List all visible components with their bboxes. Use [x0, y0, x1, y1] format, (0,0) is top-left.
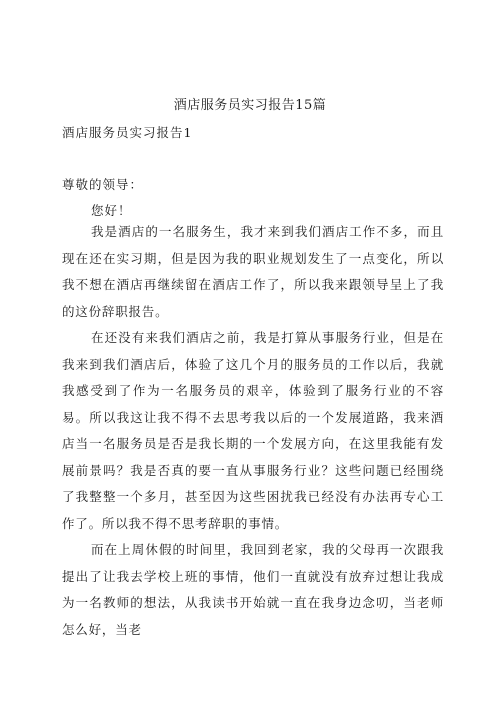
salutation: 尊敬的领导： [62, 177, 144, 192]
report-subtitle: 酒店服务员实习报告1 [62, 125, 193, 140]
paragraph-2: 在还没有来我们酒店之前，我是打算从事服务行业，但是在我来到我们酒店后，体验了这几个月的服务员的工作以后，我就我感受到了作为一名服务员的艰辛，体验到了服务行业的不容易。所以我这让我不得不去思考我以后的一个发展道路，我来酒店当一名服务员是否是我长期的一个发展方向，在这里我能有发展前景吗？我是否真的要一直从事服务行业？这些问题已经围绕了我整整一个多月，甚至因为这些困扰我已经没有办法再专心工作了。所以我不得不思考辞职的事情。 [62, 330, 444, 531]
paragraph-3: 而在上周休假的时间里，我回到老家，我的父母再一次跟我提出了让我去学校上班的事情，他们一直就没有放弃过想让我成为一名教师的想法，从我读书开始就一直在我身边念叨，当老师怎么好，当老 [62, 542, 444, 637]
paragraph-1: 我是酒店的一名服务生，我才来到我们酒店工作不多，而且现在还在实习期，但是因为我的职业规划发生了一点变化，所以我不想在酒店再继续留在酒店工作了，所以我来跟领导呈上了我的这份辞职报告。 [62, 224, 444, 319]
greeting: 您好！ [91, 203, 132, 218]
document-title: 酒店服务员实习报告15篇 [173, 98, 327, 113]
